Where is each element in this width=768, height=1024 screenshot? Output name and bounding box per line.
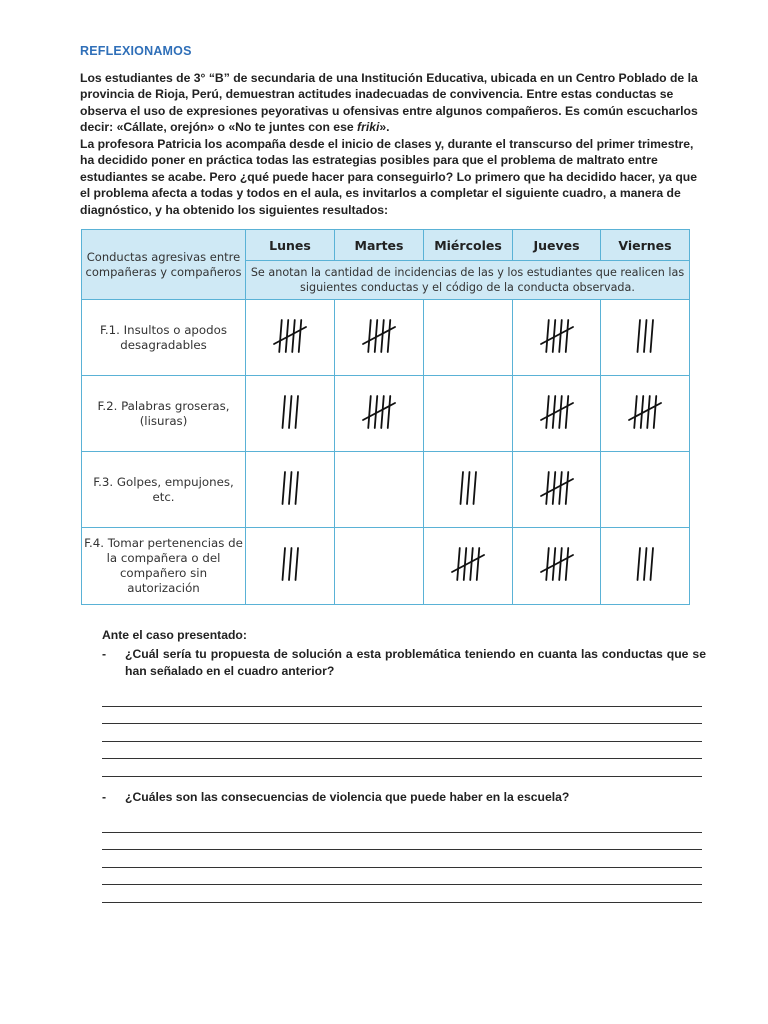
tally-marks: [359, 316, 399, 356]
tally-cell: [246, 452, 335, 528]
tally-cell: [601, 452, 690, 528]
tally-stroke: [654, 396, 657, 428]
answer-lines-2[interactable]: [102, 815, 702, 903]
case-paragraph-1-text: Los estudiantes de 3° “B” de secundaria de una Institución Educativa, ubicada en un Centro Poblado de la provincia de Rioja, Perú, demuestran actitudes inadecuadas de convivencia. Entre estas conductas se observa el uso de expresiones peyorativas u ofensivas entre algunos compañeros. Es común escucharlos decir: «Cállate, orejón» o «No te juntes con ese: [80, 71, 698, 135]
behavior-label: F.2. Palabras groseras, (lisuras): [82, 376, 246, 452]
tally-stroke: [296, 472, 299, 504]
tally-cell: [335, 376, 424, 452]
tally-marks: [537, 316, 577, 356]
tally-stroke: [283, 548, 286, 580]
tally-marks: [270, 392, 310, 432]
tally-stroke: [368, 320, 371, 352]
question-2: [102, 789, 706, 806]
tally-marks: [537, 468, 577, 508]
case-paragraph-1: [80, 70, 706, 136]
tally-stroke: [559, 472, 562, 504]
tally-cell: [513, 452, 601, 528]
incidents-table: [81, 229, 690, 605]
tally-cell: [335, 300, 424, 376]
tally-stroke: [388, 320, 391, 352]
answer-line[interactable]: [102, 815, 702, 833]
question-1-text: ¿Cuál sería tu propuesta de solución a esta problemática teniendo en cuanta las conductas que se han señalado en el cuadro anterior?: [125, 647, 706, 678]
tally-cross-stroke: [452, 555, 484, 572]
tally-cross-stroke: [363, 327, 395, 344]
tally-cell: [601, 300, 690, 376]
tally-cross-stroke: [363, 403, 395, 420]
tally-stroke: [289, 472, 292, 504]
case-paragraph-1-end: ».: [379, 120, 390, 135]
tally-marks: [537, 544, 577, 584]
day-header: Lunes: [246, 230, 335, 261]
tally-stroke: [283, 472, 286, 504]
tally-stroke: [381, 320, 384, 352]
tally-stroke: [565, 396, 568, 428]
tally-stroke: [289, 396, 292, 428]
answer-line[interactable]: [102, 707, 702, 725]
tally-stroke: [546, 396, 549, 428]
tally-cell: [424, 300, 513, 376]
tally-stroke: [565, 548, 568, 580]
day-header: Miércoles: [424, 230, 513, 261]
day-header: Jueves: [513, 230, 601, 261]
answer-line[interactable]: [102, 850, 702, 868]
tally-marks: [448, 468, 488, 508]
tally-stroke: [299, 320, 302, 352]
tally-marks: [625, 316, 665, 356]
tally-stroke: [477, 548, 480, 580]
answer-line[interactable]: [102, 742, 702, 760]
answer-line[interactable]: [102, 885, 702, 903]
answer-line[interactable]: [102, 868, 702, 886]
tally-stroke: [381, 396, 384, 428]
tally-stroke: [651, 320, 654, 352]
tally-marks: [270, 316, 310, 356]
tally-marks: [625, 544, 665, 584]
tally-stroke: [638, 548, 641, 580]
tally-stroke: [565, 472, 568, 504]
answer-line[interactable]: [102, 689, 702, 707]
tally-cross-stroke: [541, 479, 573, 496]
question-1: [102, 646, 706, 680]
tally-cell: [424, 528, 513, 605]
tally-marks: [359, 392, 399, 432]
tally-cross-stroke: [274, 327, 306, 344]
tally-cell: [513, 300, 601, 376]
tally-cell: [513, 528, 601, 605]
tally-marks: [625, 392, 665, 432]
tally-marks: [448, 544, 488, 584]
tally-stroke: [368, 396, 371, 428]
tally-stroke: [289, 548, 292, 580]
tally-stroke: [644, 320, 647, 352]
tally-stroke: [457, 548, 460, 580]
tally-cell: [601, 376, 690, 452]
tally-cross-stroke: [541, 403, 573, 420]
answer-line[interactable]: [102, 724, 702, 742]
day-header: Viernes: [601, 230, 690, 261]
tally-stroke: [296, 548, 299, 580]
tally-stroke: [565, 320, 568, 352]
tally-cross-stroke: [541, 555, 573, 572]
section-heading: REFLEXIONAMOS: [80, 44, 192, 58]
case-paragraph-2: La profesora Patricia los acompaña desde el inicio de clases y, durante el transcurso del primer trimestre, ha decidido poner en práctica todas las estrategias posibles para que el problema de maltrato entre estudiantes se acabe. Pero ¿qué puede hacer para conseguirlo? Lo primero que ha decidido hacer, ya que el problema afecta a todas y todos en el aula, es invitarlos a completar el siguiente cuadro, a manera de diagnóstico, y ha obtenido los siguientes resultados:: [80, 137, 698, 217]
tally-stroke: [644, 548, 647, 580]
tally-stroke: [651, 548, 654, 580]
answer-line[interactable]: [102, 833, 702, 851]
tally-stroke: [474, 472, 477, 504]
tally-marks: [270, 544, 310, 584]
tally-cell: [246, 300, 335, 376]
tally-cell: [424, 376, 513, 452]
tally-stroke: [638, 320, 641, 352]
behavior-label: F.1. Insultos o apodos desagradables: [82, 300, 246, 376]
tally-cell: [246, 376, 335, 452]
case-paragraph-1-italic: friki: [357, 120, 380, 135]
tally-stroke: [647, 396, 650, 428]
table-instruction-note: Se anotan la cantidad de incidencias de las y los estudiantes que realicen las siguientes conductas y el código de la conducta observada.: [246, 261, 690, 300]
tally-stroke: [470, 548, 473, 580]
tally-cross-stroke: [629, 403, 661, 420]
tally-stroke: [546, 320, 549, 352]
questions-intro: Ante el caso presentado:: [102, 628, 247, 642]
behavior-label: F.4. Tomar pertenencias de la compañera o del compañero sin autorización: [82, 528, 246, 605]
tally-stroke: [634, 396, 637, 428]
tally-stroke: [467, 472, 470, 504]
answer-lines-1[interactable]: [102, 689, 702, 777]
tally-marks: [270, 468, 310, 508]
tally-stroke: [559, 320, 562, 352]
tally-stroke: [292, 320, 295, 352]
tally-stroke: [461, 472, 464, 504]
tally-stroke: [559, 548, 562, 580]
tally-cell: [335, 452, 424, 528]
tally-cell: [513, 376, 601, 452]
bullet-dash: -: [102, 647, 107, 661]
tally-stroke: [546, 548, 549, 580]
tally-cross-stroke: [541, 327, 573, 344]
question-2-text: ¿Cuáles son las consecuencias de violencia que puede haber en la escuela?: [125, 790, 570, 804]
tally-stroke: [296, 396, 299, 428]
tally-cell: [424, 452, 513, 528]
table-corner-label: Conductas agresivas entre compañeras y compañeros: [82, 230, 246, 300]
answer-line[interactable]: [102, 759, 702, 777]
tally-marks: [537, 392, 577, 432]
tally-cell: [246, 528, 335, 605]
tally-stroke: [279, 320, 282, 352]
behavior-label: F.3. Golpes, empujones, etc.: [82, 452, 246, 528]
tally-cell: [335, 528, 424, 605]
day-header: Martes: [335, 230, 424, 261]
tally-stroke: [283, 396, 286, 428]
bullet-dash: -: [102, 790, 107, 804]
tally-stroke: [559, 396, 562, 428]
tally-stroke: [546, 472, 549, 504]
tally-stroke: [388, 396, 391, 428]
tally-cell: [601, 528, 690, 605]
